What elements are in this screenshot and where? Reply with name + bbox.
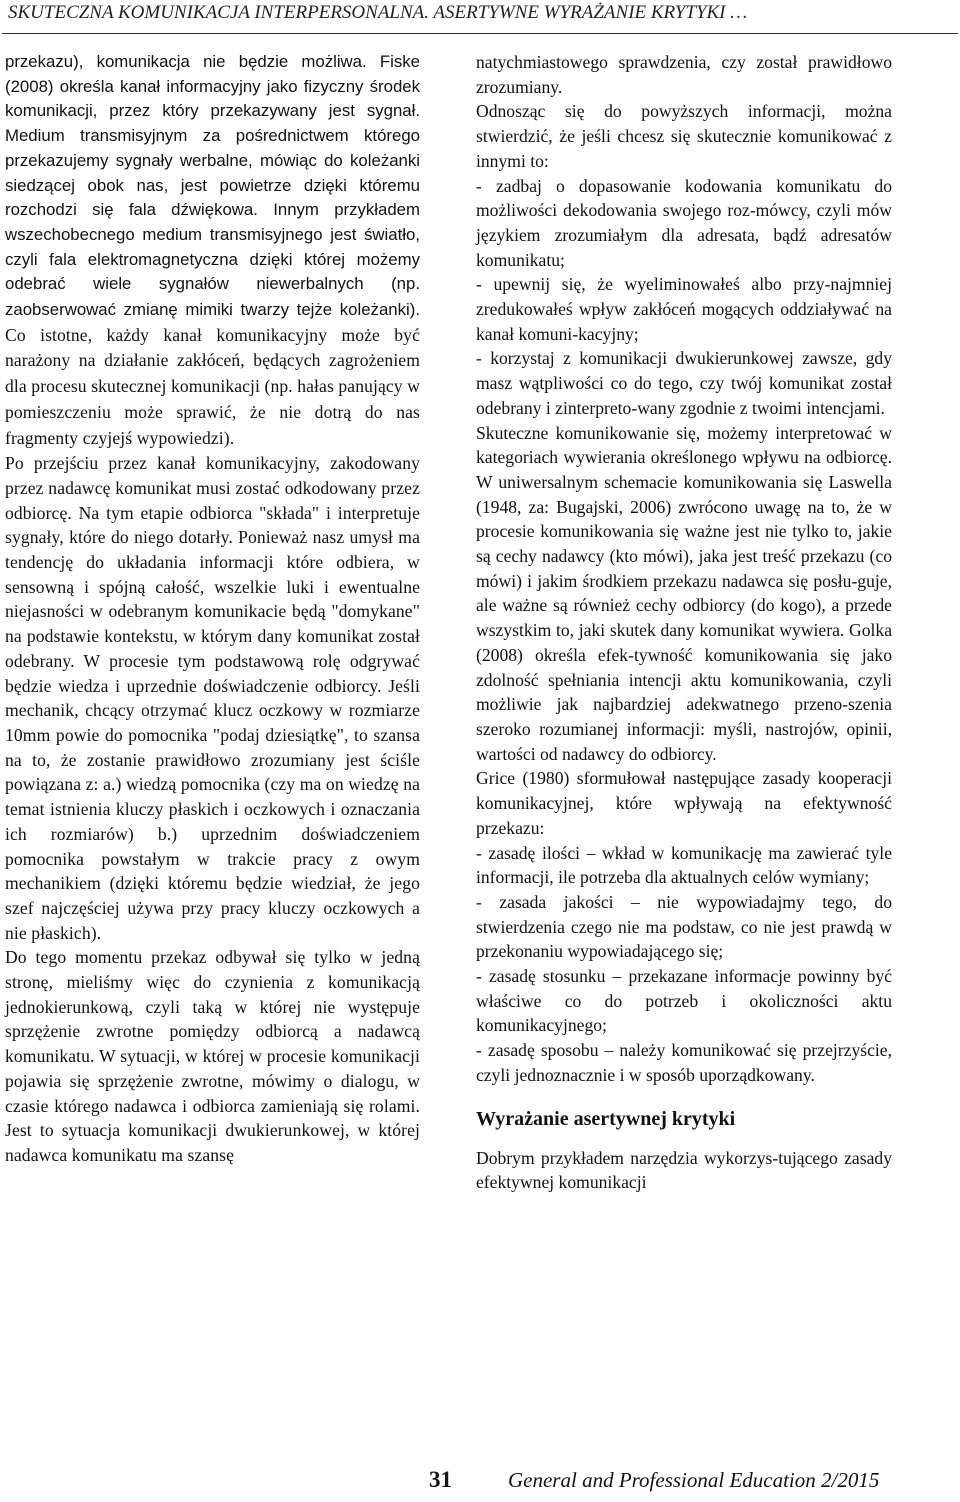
list-item: - korzystaj z komunikacji dwukierunkowej zawsze, gdy masz wątpliwości co do tego, czy twój komunikat został odebrany i zinterpreto-wany zgodnie z twoimi intencjami.: [476, 348, 892, 418]
right-paragraph-1: natychmiastowego sprawdzenia, czy został prawidłowo zrozumiany.: [476, 52, 892, 97]
list-item: - zadbaj o dopasowanie kodowania komunikatu do możliwości dekodowania swojego roz-mówcy, czyli mów językiem zrozumiałym dla adresata, bądź adresatów komunikatu;: [476, 175, 892, 270]
header-divider: [2, 33, 958, 34]
journal-footer: General and Professional Education 2/2015: [508, 1468, 880, 1492]
list-item: - zasadę stosunku – przekazane informacje powinny być właściwe co do potrzeb i okoliczności aktu komunikacyjnego;: [476, 966, 892, 1036]
left-paragraph-2: Po przejściu przez kanał komunikacyjny, zakodowany przez nadawcę komunikat musi zostać odkodowany przez odbiorcę. Na tym etapie odbiorca "składa" i interpretuje sygnały, które do niego dotarły. Ponieważ nasz umysł ma tendencję do układania informacji które odbiera, w sensowną i spójną całość, wszelkie luki i ewentualne niejasności w odebranym komunikacie będą "domykane" na podstawie kontekstu, w którym dany komunikat został odebrany. W procesie tym podstawową rolę odgrywać będzie wiedza i uprzednie doświadczenie odbiorcy. Jeśli mechanik, chcący otrzymać klucz oczkowy w rozmiarze 10mm powie do pomocnika "podaj dziesiątkę", to szansa na to, że zostanie prawidłowo zrozumiany jest ściśle powiązana z: a.) wiedzą pomocnika (czy ma on wiedzę na temat istnienia kluczy płaskich i oczkowych i oznaczania ich rozmiarów) b.) uprzednim doświadczeniem pomocnika powstałym w trakcie pracy z owym mechanikiem (dzięki któremu będzie wiedział, że jego szef najczęściej używa przy pracy kluczy oczkowych a nie płaskich).: [5, 453, 420, 943]
right-paragraph-5: Dobrym przykładem narzędzia wykorzys-tującego zasady efektywnej komunikacji: [476, 1147, 892, 1193]
page-number: 31: [429, 1467, 452, 1492]
left-paragraph-1: [5, 50, 420, 451]
section-heading: Wyrażanie asertywnej krytyki: [476, 1107, 736, 1130]
list-item: - zasadę sposobu – należy komunikować się przejrzyście, czyli jednoznacznie i w sposób uporządkowany.: [476, 1040, 892, 1085]
right-paragraph-4-intro: Grice (1980) sformułował następujące zasady kooperacji komunikacyjnej, które wpływają na efektywność przekazu:: [476, 768, 892, 838]
right-paragraph-3: Skuteczne komunikowanie się, możemy interpretować w kategoriach wywierania określonego wpływu na odbiorcę. W uniwersalnym schemacie komunikowania się Laswella (1948, za: Bugajski, 2006) zwrócono uwagę na to, że w procesie komunikowania się ważne jest nie tylko to, jakie są cechy nadawcy (kto mówi), jaka jest treść przekazu (co mówi) i jakim środkiem przekazu nadawca się posłu-guje, ale ważne są również cechy odbiorcy (do kogo), a przede wszystkim to, jaki skutek dany komunikat wywiera. Golka (2008) określa efek-tywność komunikowania się jako zdolność spełniania intencji aktu komunikowania, czyli możliwie jak najbardziej adekwatnego przeno-szenia szeroko rozumianej informacji: myśli, nastrojów, opinii, wartości od nadawcy do odbiorcy.: [476, 422, 892, 764]
list-item: - zasada jakości – nie wypowiadajmy tego, do stwierdzenia czego nie ma podstaw, co nie jest prawdą w przekonaniu wypowiadającego się;: [476, 891, 892, 962]
right-column: [476, 50, 892, 1195]
running-header: SKUTECZNA KOMUNIKACJA INTERPERSONALNA. ASERTYWNE WYRAŻANIE KRYTYKI …: [8, 2, 748, 23]
left-paragraph-3: Do tego momentu przekaz odbywał się tylko w jedną stronę, mieliśmy więc do czynienia z komunikacją jednokierunkową, czyli taką w której nie występuje sprzężenie zwrotne pomiędzy odbiorcą a nadawcą komunikatu. W sytuacji, w której w procesie komunikacji pojawia się sprzężenie zwrotne, mówimy o dialogu, w czasie którego nadawca i odbiorca zamieniają się rolami. Jest to sytuacja komunikacji dwukierunkowej, w której nadawca komunikatu ma szansę: [5, 947, 420, 1165]
left-paragraph-1-text: przekazu), komunikacja nie będzie możliwa. Fiske (2008) określa kanał informacyjny jako fizyczny środek komunikacji, przez który przekazywany jest sygnał. Medium transmisyjnym za pośrednictwem którego przekazujemy sygnały werbalne, mówiąc do koleżanki siedzącej obok nas, jest powietrze dzięki któremu rozchodzi się fala dźwiękowa. Innym przykładem wszechobecnego medium transmisyjnego jest światło, czyli fala elektromagnetyczna dzięki której możemy odebrać wiele sygnałów niewerbalnych (np. zaobserwować zmianę mimiki twarzy tejże koleżanki).: [5, 52, 420, 320]
list-item: - upewnij się, że wyeliminowałeś albo przy-najmniej zredukowałeś wpływ zakłóceń mogących oddziaływać na kanał komuni-kacyjny;: [476, 274, 892, 344]
left-paragraph-1-continuation: Co istotne, każdy kanał komunikacyjny może być narażony na działanie zakłóceń, będących zagrożeniem dla procesu skutecznej komunikacji (np. hałas panujący w pomieszczeniu może sprawić, że nie dotrą do nas fragmenty czyjejś wypowiedzi).: [5, 324, 421, 448]
list-item: - zasadę ilości – wkład w komunikację ma zawierać tyle informacji, ile potrzeba dla aktualnych celów wymiany;: [476, 842, 892, 888]
right-paragraph-2-intro: Odnosząc się do powyższych informacji, można stwierdzić, że jeśli chcesz się skutecznie komunikować z innymi to:: [476, 101, 892, 171]
left-column: [5, 50, 420, 1168]
